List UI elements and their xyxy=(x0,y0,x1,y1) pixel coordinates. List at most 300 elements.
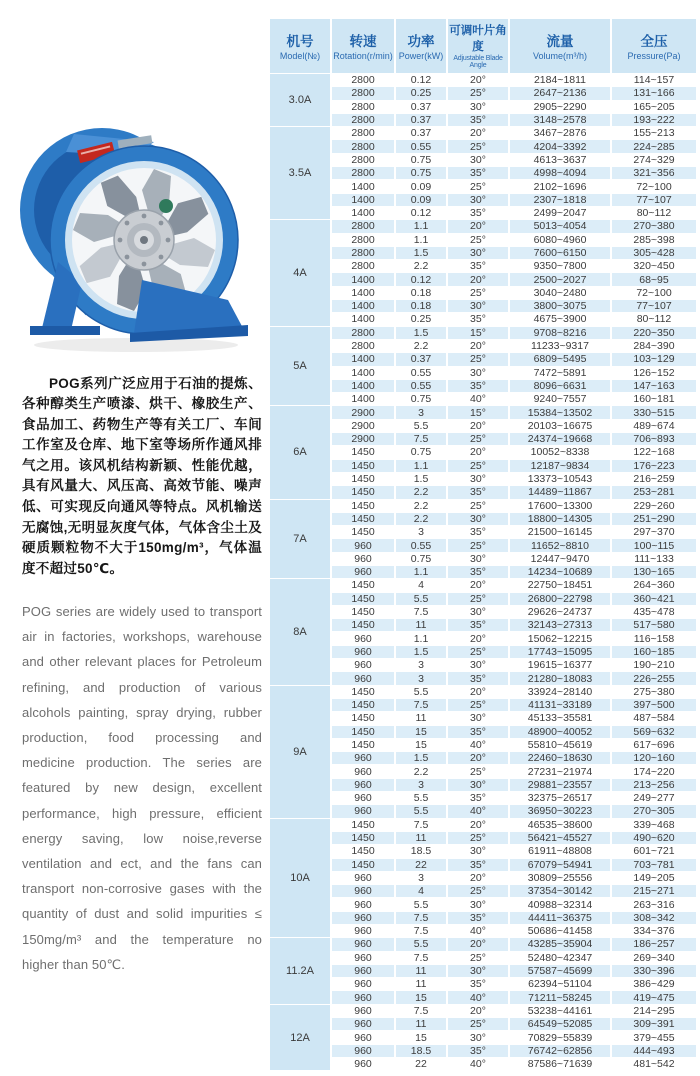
spec-cell: 0.55 xyxy=(395,366,447,379)
spec-cell: 36950~30223 xyxy=(509,805,611,818)
fan-product-image xyxy=(14,112,256,358)
spec-cell: 1400 xyxy=(331,193,395,206)
spec-cell: 30° xyxy=(447,964,509,977)
spec-cell: 3 xyxy=(395,406,447,419)
spec-cell: 35° xyxy=(447,911,509,924)
table-row xyxy=(269,858,697,871)
table-row xyxy=(269,433,697,446)
table-row xyxy=(269,406,697,419)
spec-cell: 7.5 xyxy=(395,951,447,964)
spec-cell: 12447~9470 xyxy=(509,552,611,565)
table-row xyxy=(269,353,697,366)
spec-cell: 15° xyxy=(447,326,509,339)
table-row xyxy=(269,193,697,206)
spec-cell: 1400 xyxy=(331,286,395,299)
spec-cell: 14234~10689 xyxy=(509,565,611,578)
spec-cell: 274~329 xyxy=(611,153,697,166)
table-row xyxy=(269,765,697,778)
table-row xyxy=(269,818,697,831)
spec-cell: 52480~42347 xyxy=(509,951,611,964)
spec-cell: 55810~45619 xyxy=(509,738,611,751)
spec-cell: 3148~2578 xyxy=(509,113,611,126)
spec-cell: 25° xyxy=(447,698,509,711)
spec-cell: 116~158 xyxy=(611,632,697,645)
spec-cell: 11 xyxy=(395,978,447,991)
table-row xyxy=(269,938,697,951)
spec-cell: 960 xyxy=(331,925,395,938)
spec-cell: 22750~18451 xyxy=(509,579,611,592)
table-row xyxy=(269,592,697,605)
spec-cell: 3467~2876 xyxy=(509,127,611,140)
spec-cell: 1450 xyxy=(331,725,395,738)
spec-cell: 960 xyxy=(331,991,395,1004)
spec-cell: 517~580 xyxy=(611,619,697,632)
spec-cell: 1.1 xyxy=(395,233,447,246)
spec-cell: 2499~2047 xyxy=(509,206,611,219)
model-cell: 4A xyxy=(269,220,331,326)
spec-cell: 1450 xyxy=(331,712,395,725)
spec-cell: 11 xyxy=(395,831,447,844)
table-row xyxy=(269,74,697,87)
spec-cell: 57587~45699 xyxy=(509,964,611,977)
spec-cell: 30° xyxy=(447,193,509,206)
spec-cell: 35° xyxy=(447,619,509,632)
spec-cell: 275~380 xyxy=(611,685,697,698)
table-row xyxy=(269,738,697,751)
spec-cell: 960 xyxy=(331,1018,395,1031)
table-row xyxy=(269,1018,697,1031)
table-row xyxy=(269,180,697,193)
spec-cell: 61911~48808 xyxy=(509,845,611,858)
spec-cell: 1450 xyxy=(331,499,395,512)
spec-cell: 35° xyxy=(447,206,509,219)
spec-cell: 1.5 xyxy=(395,326,447,339)
spec-cell: 25° xyxy=(447,951,509,964)
spec-cell: 67079~54941 xyxy=(509,858,611,871)
spec-cell: 5013~4054 xyxy=(509,220,611,233)
model-cell: 6A xyxy=(269,406,331,499)
spec-cell: 50686~41458 xyxy=(509,925,611,938)
model-cell: 3.5A xyxy=(269,127,331,220)
spec-cell: 35° xyxy=(447,313,509,326)
spec-cell: 2800 xyxy=(331,326,395,339)
spec-cell: 1450 xyxy=(331,818,395,831)
spec-cell: 270~305 xyxy=(611,805,697,818)
table-row xyxy=(269,579,697,592)
spec-cell: 30° xyxy=(447,898,509,911)
table-row xyxy=(269,459,697,472)
spec-cell: 2102~1696 xyxy=(509,180,611,193)
spec-cell: 37354~30142 xyxy=(509,885,611,898)
spec-cell: 11 xyxy=(395,964,447,977)
model-cell: 12A xyxy=(269,1004,331,1070)
spec-cell: 0.75 xyxy=(395,393,447,406)
table-row xyxy=(269,127,697,140)
spec-cell: 6080~4960 xyxy=(509,233,611,246)
table-row xyxy=(269,366,697,379)
spec-cell: 19615~16377 xyxy=(509,659,611,672)
spec-cell: 1400 xyxy=(331,313,395,326)
spec-cell: 62394~51104 xyxy=(509,978,611,991)
spec-cell: 30° xyxy=(447,100,509,113)
spec-cell: 46535~38600 xyxy=(509,818,611,831)
table-row xyxy=(269,419,697,432)
spec-cell: 263~316 xyxy=(611,898,697,911)
spec-cell: 321~356 xyxy=(611,167,697,180)
spec-cell: 960 xyxy=(331,752,395,765)
spec-cell: 1.5 xyxy=(395,472,447,485)
spec-cell: 1.1 xyxy=(395,632,447,645)
spec-cell: 14489~11867 xyxy=(509,486,611,499)
spec-cell: 30° xyxy=(447,512,509,525)
table-row xyxy=(269,499,697,512)
spec-cell: 5.5 xyxy=(395,792,447,805)
spec-cell: 25° xyxy=(447,233,509,246)
spec-cell: 11 xyxy=(395,619,447,632)
spec-cell: 5.5 xyxy=(395,938,447,951)
spec-cell: 30° xyxy=(447,778,509,791)
spec-cell: 320~450 xyxy=(611,260,697,273)
table-row xyxy=(269,273,697,286)
spec-cell: 20° xyxy=(447,339,509,352)
spec-cell: 2800 xyxy=(331,233,395,246)
spec-cell: 487~584 xyxy=(611,712,697,725)
spec-cell: 334~376 xyxy=(611,925,697,938)
spec-cell: 3040~2480 xyxy=(509,286,611,299)
header-power: 功率 Power(kW) xyxy=(395,19,447,74)
table-row xyxy=(269,313,697,326)
table-row xyxy=(269,140,697,153)
header-model: 机号 Model(№) xyxy=(269,19,331,74)
spec-cell: 1450 xyxy=(331,579,395,592)
spec-cell: 68~95 xyxy=(611,273,697,286)
spec-cell: 30° xyxy=(447,246,509,259)
spec-cell: 3 xyxy=(395,526,447,539)
spec-cell: 2307~1818 xyxy=(509,193,611,206)
spec-cell: 25° xyxy=(447,140,509,153)
spec-cell: 7.5 xyxy=(395,605,447,618)
spec-cell: 45133~35581 xyxy=(509,712,611,725)
spec-cell: 5.5 xyxy=(395,898,447,911)
spec-cell: 20° xyxy=(447,818,509,831)
spec-cell: 339~468 xyxy=(611,818,697,831)
spec-cell: 77~107 xyxy=(611,300,697,313)
spec-cell: 35° xyxy=(447,978,509,991)
fan-hub xyxy=(114,210,174,270)
spec-cell: 1450 xyxy=(331,592,395,605)
table-row xyxy=(269,712,697,725)
spec-cell: 122~168 xyxy=(611,446,697,459)
table-row xyxy=(269,1031,697,1044)
spec-cell: 40° xyxy=(447,925,509,938)
spec-cell: 2.2 xyxy=(395,260,447,273)
table-row xyxy=(269,778,697,791)
spec-cell: 2800 xyxy=(331,74,395,87)
spec-cell: 53238~44161 xyxy=(509,1004,611,1017)
spec-cell: 15° xyxy=(447,406,509,419)
spec-cell: 20° xyxy=(447,419,509,432)
spec-cell: 9350~7800 xyxy=(509,260,611,273)
spec-cell: 2.2 xyxy=(395,486,447,499)
table-row xyxy=(269,339,697,352)
spec-cell: 2900 xyxy=(331,433,395,446)
spec-cell: 0.37 xyxy=(395,113,447,126)
table-row xyxy=(269,605,697,618)
spec-cell: 32375~26517 xyxy=(509,792,611,805)
spec-cell: 40° xyxy=(447,805,509,818)
spec-cell: 1450 xyxy=(331,512,395,525)
spec-cell: 48900~40052 xyxy=(509,725,611,738)
spec-cell: 308~342 xyxy=(611,911,697,924)
spec-cell: 25° xyxy=(447,831,509,844)
spec-cell: 103~129 xyxy=(611,353,697,366)
spec-cell: 20° xyxy=(447,74,509,87)
spec-cell: 490~620 xyxy=(611,831,697,844)
table-row xyxy=(269,911,697,924)
table-row xyxy=(269,539,697,552)
spec-cell: 18.5 xyxy=(395,1044,447,1057)
spec-cell: 7.5 xyxy=(395,818,447,831)
model-cell: 9A xyxy=(269,685,331,818)
spec-cell: 2.2 xyxy=(395,512,447,525)
table-row xyxy=(269,725,697,738)
table-row xyxy=(269,100,697,113)
spec-cell: 2800 xyxy=(331,113,395,126)
spec-cell: 0.37 xyxy=(395,100,447,113)
spec-cell: 87586~71639 xyxy=(509,1057,611,1070)
spec-cell: 0.12 xyxy=(395,206,447,219)
spec-cell: 703~781 xyxy=(611,858,697,871)
table-row xyxy=(269,964,697,977)
spec-cell: 1450 xyxy=(331,605,395,618)
spec-cell: 285~398 xyxy=(611,233,697,246)
spec-cell: 3 xyxy=(395,778,447,791)
spec-cell: 4998~4094 xyxy=(509,167,611,180)
spec-cell: 960 xyxy=(331,1004,395,1017)
model-cell: 10A xyxy=(269,818,331,938)
spec-cell: 960 xyxy=(331,539,395,552)
spec-cell: 35° xyxy=(447,858,509,871)
spec-cell: 1450 xyxy=(331,446,395,459)
table-row xyxy=(269,845,697,858)
spec-cell: 11 xyxy=(395,1018,447,1031)
spec-cell: 706~893 xyxy=(611,433,697,446)
spec-cell: 56421~45527 xyxy=(509,831,611,844)
spec-cell: 617~696 xyxy=(611,738,697,751)
spec-cell: 131~166 xyxy=(611,87,697,100)
table-row xyxy=(269,645,697,658)
spec-cell: 1450 xyxy=(331,486,395,499)
spec-cell: 193~222 xyxy=(611,113,697,126)
spec-cell: 960 xyxy=(331,792,395,805)
spec-cell: 3 xyxy=(395,659,447,672)
spec-cell: 1450 xyxy=(331,685,395,698)
spec-cell: 12187~9834 xyxy=(509,459,611,472)
spec-cell: 10052~8338 xyxy=(509,446,611,459)
table-row xyxy=(269,698,697,711)
spec-cell: 0.55 xyxy=(395,539,447,552)
description-english: POG series are widely used to transport air in factories, workshops, warehouse and other relevant places for Petroleum refining, and production of various alcohols painting, spray drying, rubber production, food processing and medicine production. The series are featured by new design, excellent performance, high pressure, efficient energy saving, low noise,reverse ventilation and ect, and the fans can transport non-corrosive gases with the quantity of dust and solid impurities ≤ 150mg/m³ and the temperature no higher than 50℃. xyxy=(22,604,262,972)
table-row xyxy=(269,1004,697,1017)
spec-cell: 0.37 xyxy=(395,353,447,366)
spec-cell: 15 xyxy=(395,991,447,1004)
spec-cell: 960 xyxy=(331,1057,395,1070)
spec-cell: 20° xyxy=(447,220,509,233)
spec-cell: 111~133 xyxy=(611,552,697,565)
table-row xyxy=(269,672,697,685)
spec-cell: 160~181 xyxy=(611,393,697,406)
spec-cell: 25° xyxy=(447,459,509,472)
spec-cell: 960 xyxy=(331,951,395,964)
spec-cell: 149~205 xyxy=(611,871,697,884)
spec-cell: 33924~28140 xyxy=(509,685,611,698)
spec-cell: 1.1 xyxy=(395,565,447,578)
table-row xyxy=(269,326,697,339)
spec-cell: 5.5 xyxy=(395,592,447,605)
spec-cell: 160~185 xyxy=(611,645,697,658)
spec-cell: 20° xyxy=(447,127,509,140)
spec-cell: 155~213 xyxy=(611,127,697,140)
spec-cell: 2.2 xyxy=(395,765,447,778)
spec-cell: 4675~3900 xyxy=(509,313,611,326)
spec-cell: 960 xyxy=(331,659,395,672)
spec-cell: 960 xyxy=(331,911,395,924)
spec-cell: 165~205 xyxy=(611,100,697,113)
spec-cell: 1450 xyxy=(331,619,395,632)
spec-cell: 0.09 xyxy=(395,193,447,206)
spec-cell: 20° xyxy=(447,938,509,951)
spec-cell: 4 xyxy=(395,885,447,898)
spec-cell: 190~210 xyxy=(611,659,697,672)
table-row xyxy=(269,898,697,911)
spec-cell: 0.75 xyxy=(395,167,447,180)
spec-cell: 7.5 xyxy=(395,925,447,938)
spec-cell: 21500~16145 xyxy=(509,526,611,539)
spec-cell: 20° xyxy=(447,752,509,765)
table-row xyxy=(269,659,697,672)
spec-cell: 1400 xyxy=(331,300,395,313)
spec-cell: 960 xyxy=(331,938,395,951)
spec-cell: 40988~32314 xyxy=(509,898,611,911)
spec-cell: 7.5 xyxy=(395,433,447,446)
spec-cell: 5.5 xyxy=(395,805,447,818)
spec-cell: 1.5 xyxy=(395,645,447,658)
spec-cell: 27231~21974 xyxy=(509,765,611,778)
spec-cell: 1400 xyxy=(331,353,395,366)
spec-cell: 20° xyxy=(447,273,509,286)
spec-cell: 214~295 xyxy=(611,1004,697,1017)
spec-cell: 1450 xyxy=(331,738,395,751)
spec-cell: 2800 xyxy=(331,246,395,259)
spec-cell: 20° xyxy=(447,685,509,698)
spec-cell: 35° xyxy=(447,167,509,180)
spec-cell: 0.75 xyxy=(395,446,447,459)
table-row xyxy=(269,113,697,126)
model-cell: 5A xyxy=(269,326,331,406)
spec-cell: 35° xyxy=(447,725,509,738)
model-cell: 11.2A xyxy=(269,938,331,1004)
header-pressure: 全压 Pressure(Pa) xyxy=(611,19,697,74)
spec-cell: 397~500 xyxy=(611,698,697,711)
spec-cell: 15062~12215 xyxy=(509,632,611,645)
table-row xyxy=(269,871,697,884)
spec-cell: 11652~8810 xyxy=(509,539,611,552)
spec-cell: 20103~16675 xyxy=(509,419,611,432)
table-row xyxy=(269,885,697,898)
spec-cell: 2800 xyxy=(331,339,395,352)
spec-cell: 25° xyxy=(447,286,509,299)
spec-cell: 5.5 xyxy=(395,419,447,432)
spec-cell: 0.75 xyxy=(395,552,447,565)
spec-cell: 25° xyxy=(447,765,509,778)
spec-cell: 569~632 xyxy=(611,725,697,738)
spec-cell: 18800~14305 xyxy=(509,512,611,525)
spec-cell: 2800 xyxy=(331,220,395,233)
spec-cell: 305~428 xyxy=(611,246,697,259)
table-row xyxy=(269,220,697,233)
spec-cell: 176~223 xyxy=(611,459,697,472)
spec-cell: 35° xyxy=(447,792,509,805)
spec-cell: 114~157 xyxy=(611,74,697,87)
table-row xyxy=(269,446,697,459)
spec-cell: 25° xyxy=(447,87,509,100)
spec-cell: 960 xyxy=(331,645,395,658)
spec-cell: 1450 xyxy=(331,698,395,711)
spec-cell: 1400 xyxy=(331,180,395,193)
spec-cell: 251~290 xyxy=(611,512,697,525)
spec-cell: 0.37 xyxy=(395,127,447,140)
spec-cell: 1450 xyxy=(331,472,395,485)
spec-cell: 25° xyxy=(447,180,509,193)
left-column xyxy=(0,0,265,1076)
spec-cell: 284~390 xyxy=(611,339,697,352)
spec-cell: 43285~35904 xyxy=(509,938,611,951)
model-cell: 7A xyxy=(269,499,331,579)
spec-cell: 960 xyxy=(331,672,395,685)
spec-cell: 35° xyxy=(447,486,509,499)
spec-cell: 1450 xyxy=(331,526,395,539)
spec-cell: 7472~5891 xyxy=(509,366,611,379)
spec-cell: 174~220 xyxy=(611,765,697,778)
spec-table xyxy=(268,18,698,1071)
spec-cell: 3 xyxy=(395,672,447,685)
spec-cell: 0.09 xyxy=(395,180,447,193)
spec-cell: 35° xyxy=(447,526,509,539)
spec-table-body xyxy=(269,74,697,1071)
spec-cell: 297~370 xyxy=(611,526,697,539)
spec-cell: 1450 xyxy=(331,459,395,472)
spec-cell: 2800 xyxy=(331,140,395,153)
spec-cell: 1.5 xyxy=(395,752,447,765)
spec-cell: 25° xyxy=(447,885,509,898)
spec-cell: 22 xyxy=(395,1057,447,1070)
spec-cell: 30° xyxy=(447,472,509,485)
spec-cell: 0.75 xyxy=(395,153,447,166)
spec-cell: 309~391 xyxy=(611,1018,697,1031)
spec-cell: 269~340 xyxy=(611,951,697,964)
spec-cell: 72~100 xyxy=(611,286,697,299)
spec-cell: 224~285 xyxy=(611,140,697,153)
model-cell: 8A xyxy=(269,579,331,685)
spec-cell: 7.5 xyxy=(395,698,447,711)
spec-cell: 0.12 xyxy=(395,74,447,87)
spec-cell: 960 xyxy=(331,632,395,645)
spec-cell: 25° xyxy=(447,1018,509,1031)
spec-cell: 0.55 xyxy=(395,379,447,392)
spec-cell: 601~721 xyxy=(611,845,697,858)
spec-cell: 186~257 xyxy=(611,938,697,951)
spec-cell: 2800 xyxy=(331,127,395,140)
